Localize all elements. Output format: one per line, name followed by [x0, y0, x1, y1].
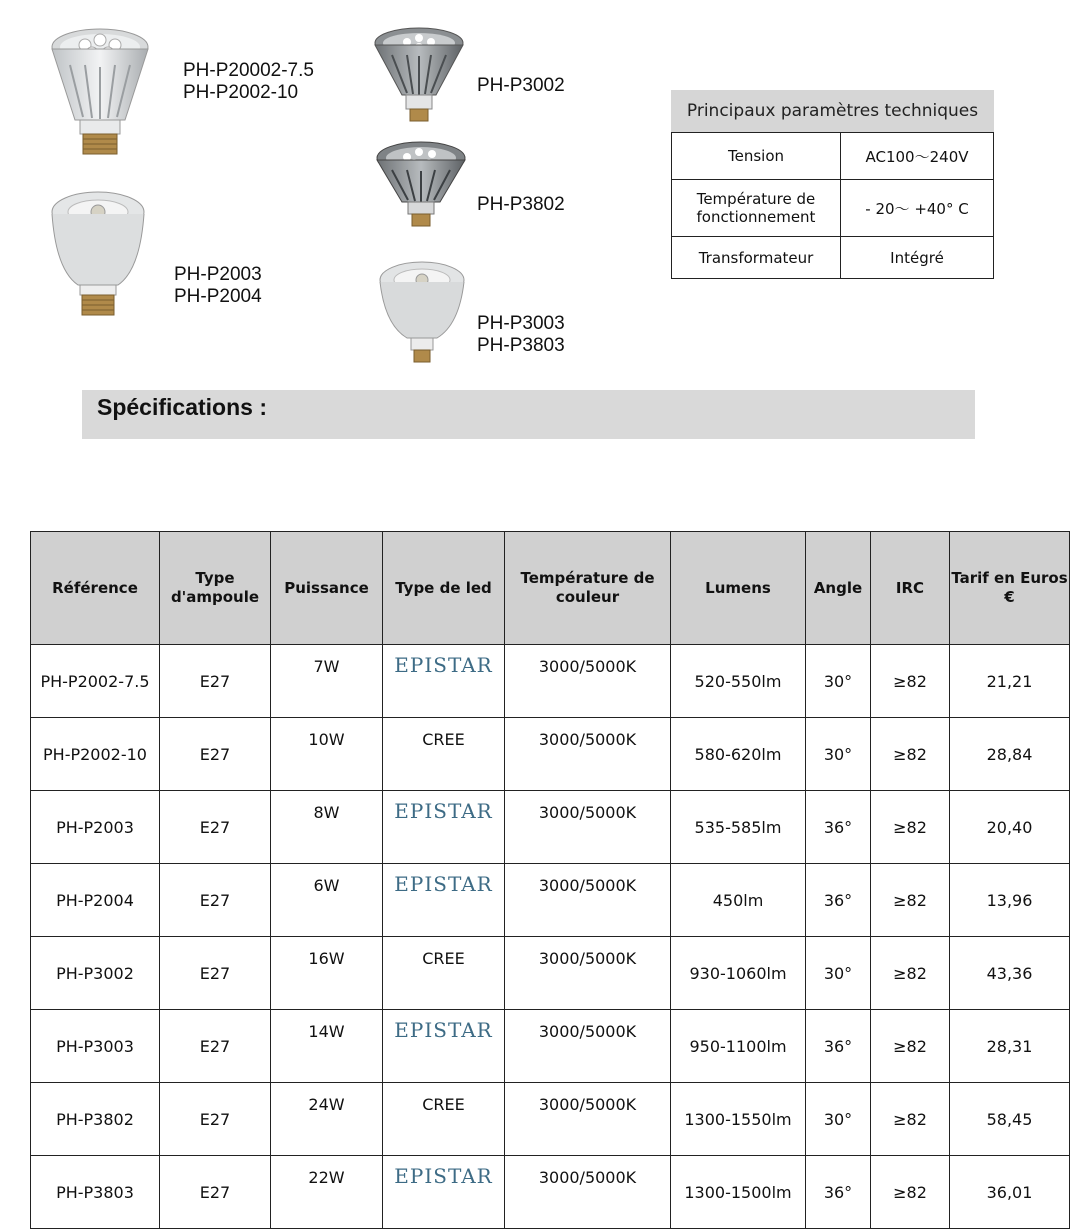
- table-row: [31, 864, 1070, 937]
- product-code: PH-P3002: [477, 75, 565, 96]
- cell-value: E27: [199, 671, 231, 691]
- table-cell: [383, 645, 505, 718]
- table-cell: [31, 1083, 160, 1156]
- cell-value: 30°: [823, 1109, 853, 1129]
- table-cell: [806, 791, 871, 864]
- bulb-image-ph-p2002: [45, 25, 155, 160]
- column-header: Référence: [31, 532, 160, 645]
- cell-value: ≥82: [893, 1109, 927, 1129]
- table-cell: [671, 864, 806, 937]
- product-code: PH-P3803: [477, 335, 565, 356]
- table-cell: [160, 718, 271, 791]
- cell-value: 58,45: [986, 1109, 1033, 1129]
- cell-value: 3000/5000K: [538, 657, 637, 676]
- params-row: [672, 133, 994, 180]
- bulb-image-ph-p2003: [48, 190, 148, 320]
- table-cell: [950, 864, 1070, 937]
- column-header: Angle: [806, 532, 871, 645]
- table-cell: [271, 718, 383, 791]
- table-cell: [950, 1010, 1070, 1083]
- cell-value: 30°: [823, 671, 853, 691]
- table-cell: [31, 864, 160, 937]
- table-cell: [271, 791, 383, 864]
- cell-value: 520-550lm: [694, 671, 782, 691]
- cell-value: PH-P2004: [56, 890, 134, 910]
- cell-value: 1300-1550lm: [684, 1109, 792, 1129]
- table-cell: [383, 864, 505, 937]
- params-value: - 20～ +40° C: [841, 180, 994, 237]
- table-cell: [505, 718, 671, 791]
- table-cell: [505, 1010, 671, 1083]
- cell-value: ≥82: [893, 1182, 927, 1202]
- cell-value: 3000/5000K: [538, 949, 637, 968]
- bulb-image-ph-p3003: [377, 260, 467, 365]
- column-header: Température de couleur: [505, 532, 671, 645]
- table-cell: [806, 1083, 871, 1156]
- table-cell: [271, 1156, 383, 1229]
- params-row: [672, 180, 994, 237]
- spec-banner: [82, 390, 975, 439]
- table-cell: [505, 937, 671, 1010]
- table-cell: [950, 937, 1070, 1010]
- table-row: [31, 937, 1070, 1010]
- cell-value: 30°: [823, 963, 853, 983]
- params-title: Principaux paramètres techniques: [671, 90, 994, 132]
- product-label: [477, 194, 565, 216]
- cell-value: PH-P3802: [56, 1109, 134, 1129]
- table-row: [31, 718, 1070, 791]
- cell-value: E27: [199, 1182, 231, 1202]
- table-cell: [950, 1156, 1070, 1229]
- cell-value: 7W: [313, 657, 340, 676]
- product-code: PH-P20002-7.5: [183, 60, 314, 81]
- table-cell: [160, 791, 271, 864]
- table-cell: [31, 937, 160, 1010]
- cell-value: 3000/5000K: [538, 1168, 637, 1187]
- cell-value: E27: [199, 963, 231, 983]
- bulb-image-ph-p3802: [374, 140, 469, 230]
- table-cell: [871, 645, 950, 718]
- table-cell: [806, 1010, 871, 1083]
- cell-value: 22W: [308, 1168, 345, 1187]
- table-cell: [31, 1010, 160, 1083]
- table-cell: [31, 718, 160, 791]
- led-brand-logo: EPISTAR: [394, 1018, 493, 1042]
- params-row: [672, 237, 994, 279]
- product-code: PH-P2002-10: [183, 82, 299, 103]
- table-cell: [806, 1156, 871, 1229]
- cell-value: 20,40: [986, 817, 1033, 837]
- table-cell: [671, 1156, 806, 1229]
- led-brand-logo: EPISTAR: [394, 1164, 493, 1188]
- table-cell: [950, 718, 1070, 791]
- cell-value: 14W: [308, 1022, 345, 1041]
- table-cell: [871, 1083, 950, 1156]
- table-cell: [160, 864, 271, 937]
- table-cell: [505, 645, 671, 718]
- cell-value: 450lm: [712, 890, 764, 910]
- params-value: Intégré: [841, 237, 994, 279]
- table-cell: [383, 937, 505, 1010]
- table-cell: [383, 718, 505, 791]
- cell-value: 3000/5000K: [538, 803, 637, 822]
- table-cell: [31, 791, 160, 864]
- cell-value: ≥82: [893, 744, 927, 764]
- cell-value: PH-P3803: [56, 1182, 134, 1202]
- params-table: [671, 132, 994, 279]
- cell-value: ≥82: [893, 890, 927, 910]
- cell-value: 535-585lm: [694, 817, 782, 837]
- led-brand: CREE: [422, 949, 465, 968]
- cell-value: 1300-1500lm: [684, 1182, 792, 1202]
- product-code: PH-P2003: [174, 264, 262, 285]
- table-cell: [806, 645, 871, 718]
- cell-value: E27: [199, 890, 231, 910]
- table-cell: [671, 645, 806, 718]
- cell-value: 13,96: [986, 890, 1033, 910]
- cell-value: E27: [199, 1109, 231, 1129]
- spec-table: [30, 531, 1070, 1229]
- cell-value: E27: [199, 817, 231, 837]
- cell-value: ≥82: [893, 963, 927, 983]
- table-cell: [383, 1156, 505, 1229]
- product-label: [477, 313, 565, 357]
- cell-value: 3000/5000K: [538, 730, 637, 749]
- table-row: [31, 791, 1070, 864]
- table-cell: [871, 864, 950, 937]
- cell-value: 43,36: [986, 963, 1033, 983]
- product-code: PH-P2004: [174, 286, 262, 307]
- led-brand-logo: EPISTAR: [394, 799, 493, 823]
- table-cell: [160, 1083, 271, 1156]
- led-brand: CREE: [422, 1095, 465, 1114]
- cell-value: PH-P3003: [56, 1036, 134, 1056]
- column-header: Puissance: [271, 532, 383, 645]
- led-brand: CREE: [422, 730, 465, 749]
- table-cell: [505, 864, 671, 937]
- cell-value: 36,01: [986, 1182, 1033, 1202]
- column-header: Type de led: [383, 532, 505, 645]
- table-cell: [271, 1083, 383, 1156]
- table-cell: [671, 718, 806, 791]
- cell-value: ≥82: [893, 817, 927, 837]
- params-label: Température de fonctionnement: [672, 180, 841, 237]
- table-cell: [671, 1010, 806, 1083]
- column-header: Tarif en Euros €: [950, 532, 1070, 645]
- table-cell: [871, 1010, 950, 1083]
- column-header: Lumens: [671, 532, 806, 645]
- table-cell: [806, 718, 871, 791]
- cell-value: 950-1100lm: [689, 1036, 787, 1056]
- table-row: [31, 1010, 1070, 1083]
- table-cell: [806, 937, 871, 1010]
- table-cell: [505, 791, 671, 864]
- table-cell: [871, 937, 950, 1010]
- table-cell: [271, 864, 383, 937]
- table-cell: [671, 791, 806, 864]
- product-label: [183, 60, 314, 104]
- table-cell: [505, 1083, 671, 1156]
- table-cell: [806, 864, 871, 937]
- table-cell: [383, 791, 505, 864]
- table-cell: [160, 645, 271, 718]
- table-header-row: [31, 532, 1070, 645]
- cell-value: 36°: [823, 817, 853, 837]
- cell-value: PH-P3002: [56, 963, 134, 983]
- table-cell: [160, 1010, 271, 1083]
- table-cell: [505, 1156, 671, 1229]
- table-cell: [871, 791, 950, 864]
- led-brand-logo: EPISTAR: [394, 653, 493, 677]
- table-cell: [383, 1010, 505, 1083]
- table-cell: [31, 1156, 160, 1229]
- table-cell: [950, 1083, 1070, 1156]
- cell-value: 24W: [308, 1095, 345, 1114]
- cell-value: 580-620lm: [694, 744, 782, 764]
- table-cell: [31, 645, 160, 718]
- table-row: [31, 645, 1070, 718]
- led-brand-logo: EPISTAR: [394, 872, 493, 896]
- cell-value: 28,84: [986, 744, 1033, 764]
- bulb-image-ph-p3002: [372, 25, 467, 125]
- product-code: PH-P3003: [477, 313, 565, 334]
- cell-value: 16W: [308, 949, 345, 968]
- cell-value: 30°: [823, 744, 853, 764]
- table-cell: [383, 1083, 505, 1156]
- params-value: AC100～240V: [841, 133, 994, 180]
- cell-value: PH-P2002-7.5: [40, 671, 150, 691]
- cell-value: PH-P2002-10: [43, 744, 147, 764]
- table-cell: [871, 1156, 950, 1229]
- product-code: PH-P3802: [477, 194, 565, 215]
- cell-value: 8W: [313, 803, 340, 822]
- table-cell: [271, 1010, 383, 1083]
- table-cell: [160, 937, 271, 1010]
- params-label: Tension: [672, 133, 841, 180]
- spec-title: Spécifications :: [97, 394, 267, 420]
- cell-value: 36°: [823, 1036, 853, 1056]
- cell-value: PH-P2003: [56, 817, 134, 837]
- cell-value: 3000/5000K: [538, 1022, 637, 1041]
- cell-value: 6W: [313, 876, 340, 895]
- cell-value: 21,21: [986, 671, 1033, 691]
- params-label: Transformateur: [672, 237, 841, 279]
- table-cell: [871, 718, 950, 791]
- cell-value: E27: [199, 744, 231, 764]
- cell-value: 36°: [823, 890, 853, 910]
- cell-value: 3000/5000K: [538, 1095, 637, 1114]
- column-header: IRC: [871, 532, 950, 645]
- table-cell: [671, 1083, 806, 1156]
- table-cell: [671, 937, 806, 1010]
- column-header: Type d'ampoule: [160, 532, 271, 645]
- table-cell: [950, 791, 1070, 864]
- cell-value: 930-1060lm: [689, 963, 787, 983]
- cell-value: 3000/5000K: [538, 876, 637, 895]
- cell-value: 10W: [308, 730, 345, 749]
- table-row: [31, 1083, 1070, 1156]
- table-cell: [950, 645, 1070, 718]
- cell-value: 28,31: [986, 1036, 1033, 1056]
- cell-value: 36°: [823, 1182, 853, 1202]
- table-cell: [271, 937, 383, 1010]
- cell-value: E27: [199, 1036, 231, 1056]
- table-cell: [271, 645, 383, 718]
- cell-value: ≥82: [893, 1036, 927, 1056]
- table-row: [31, 1156, 1070, 1229]
- product-label: [477, 75, 565, 97]
- product-label: [174, 264, 262, 308]
- table-cell: [160, 1156, 271, 1229]
- cell-value: ≥82: [893, 671, 927, 691]
